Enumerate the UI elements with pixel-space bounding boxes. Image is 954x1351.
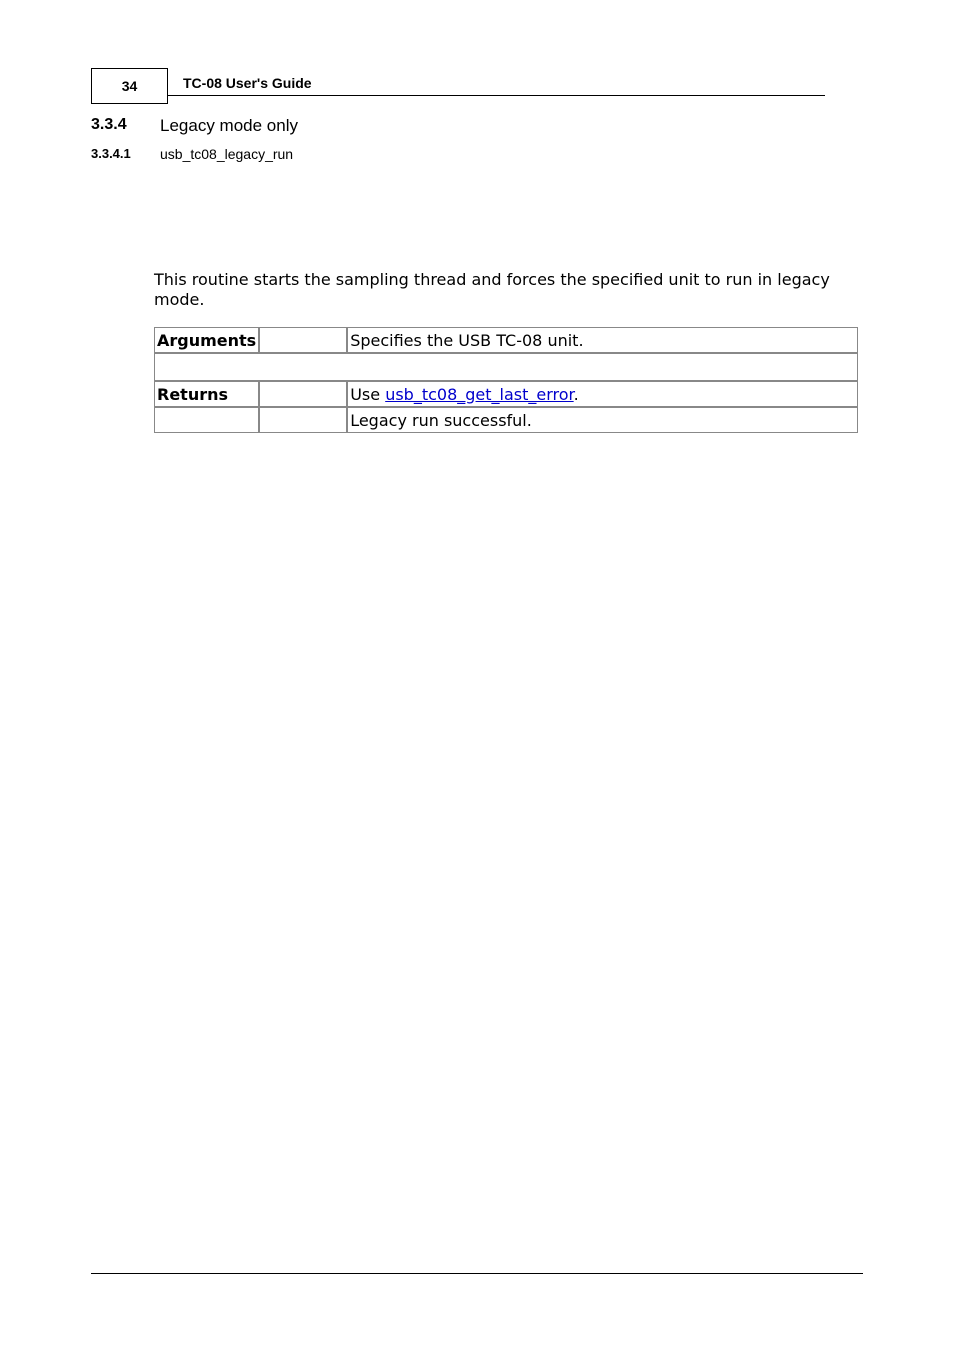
- routine-description: This routine starts the sampling thread and forces the specified unit to run in legacy mode.: [154, 270, 830, 309]
- table-row-spacer: [154, 353, 858, 381]
- row-text: [347, 381, 858, 407]
- page-number: 34: [121, 78, 138, 94]
- page-number-box: [91, 68, 168, 104]
- spacer-cell: [154, 353, 858, 381]
- row-text: Legacy run successful.: [347, 407, 858, 433]
- subsection-number: 3.3.4.1: [91, 146, 131, 161]
- get-last-error-link[interactable]: usb_tc08_get_last_error: [385, 384, 574, 404]
- footer-rule: [91, 1273, 863, 1274]
- running-header-title: TC-08 User's Guide: [183, 75, 312, 91]
- section-number: 3.3.4: [91, 116, 127, 133]
- table-row: [154, 407, 858, 433]
- row-label: Arguments: [154, 327, 259, 353]
- returns-prefix: Use: [350, 384, 386, 404]
- section-title: Legacy mode only: [160, 116, 298, 135]
- arguments-table: [154, 327, 858, 433]
- returns-suffix: .: [573, 384, 579, 404]
- table-row: [154, 327, 858, 353]
- table-row: [154, 381, 858, 407]
- row-text: Specifies the USB TC-08 unit.: [347, 327, 858, 353]
- row-label: [154, 407, 259, 433]
- header-rule: [168, 95, 825, 96]
- row-mid: [259, 407, 347, 433]
- subsection-title: usb_tc08_legacy_run: [160, 146, 294, 162]
- row-mid: [259, 381, 347, 407]
- row-mid: [259, 327, 347, 353]
- row-label: Returns: [154, 381, 259, 407]
